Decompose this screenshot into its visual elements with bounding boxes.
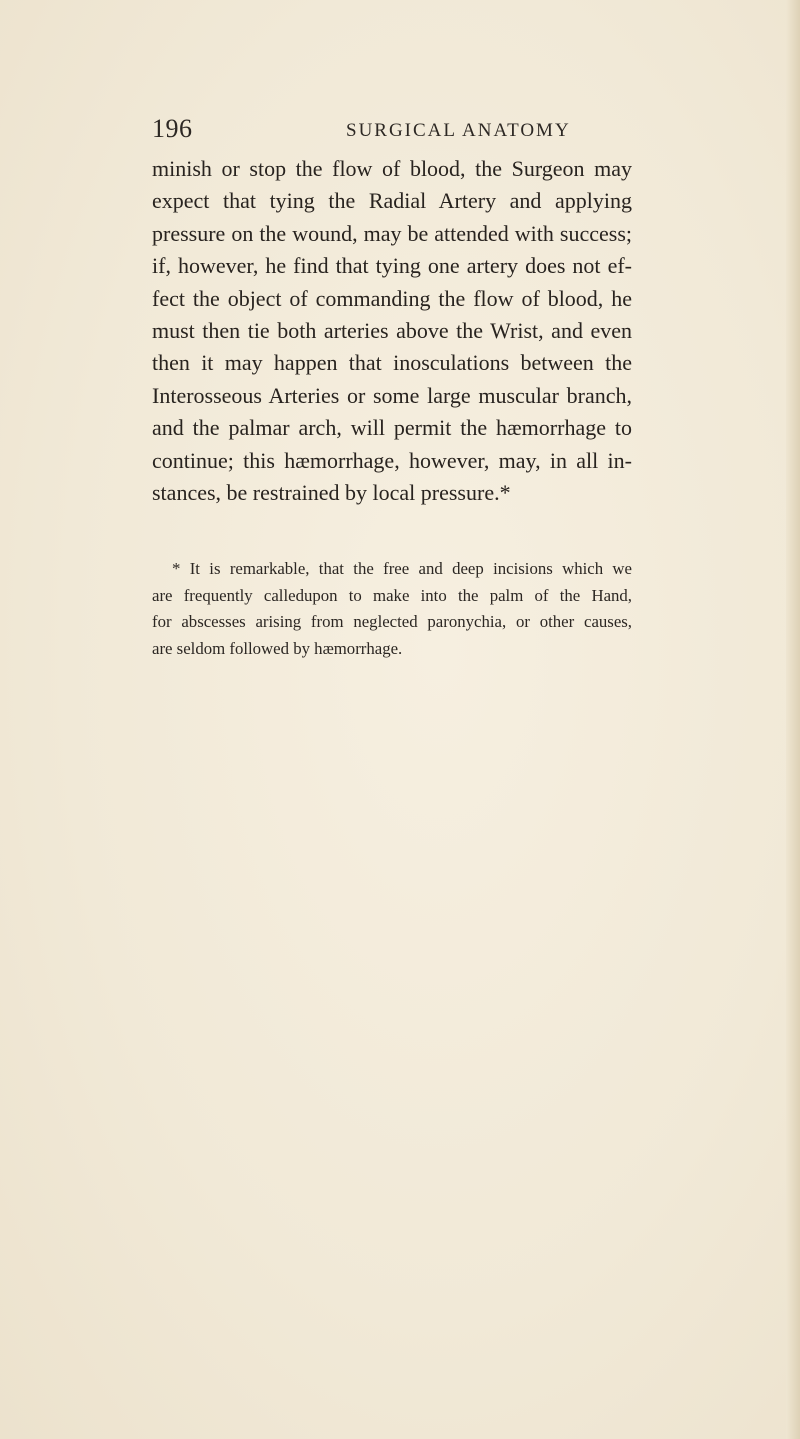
footnote-line: for abscesses arising from neglected paronychia, or other causes,: [152, 612, 632, 632]
page-edge-shadow: [786, 0, 800, 1439]
body-line: then it may happen that inosculations between the: [152, 350, 632, 376]
body-line: if, however, he find that tying one artery does not ef-: [152, 253, 632, 279]
footnote-line: * It is remarkable, that the free and deep incisions which we: [172, 559, 632, 578]
body-line: pressure on the wound, may be attended with success;: [152, 220, 632, 246]
footnote: [152, 556, 632, 662]
body-line: fect the object of commanding the flow of blood, he: [152, 285, 632, 311]
body-line: minish or stop the flow of blood, the Surgeon may: [152, 156, 632, 181]
body-line: continue; this hæmorrhage, however, may, in all in-: [152, 447, 632, 473]
footnote-line: are seldom followed by hæmorrhage.: [152, 638, 403, 658]
running-header: [152, 114, 612, 154]
running-title: SURGICAL ANATOMY: [346, 120, 571, 141]
body-line: expect that tying the Radial Artery and applying: [152, 188, 632, 214]
body-line: Interosseous Arteries or some large muscular branch,: [152, 382, 632, 408]
body-line: must then tie both arteries above the Wrist, and even: [152, 318, 632, 344]
body-paragraph: [152, 153, 632, 509]
footnote-line: are frequently calledupon to make into the palm of the Hand,: [152, 585, 632, 605]
body-line: and the palmar arch, will permit the hæmorrhage to: [152, 415, 632, 441]
body-line: stances, be restrained by local pressure.*: [152, 480, 511, 506]
page-number: 196: [152, 114, 193, 143]
